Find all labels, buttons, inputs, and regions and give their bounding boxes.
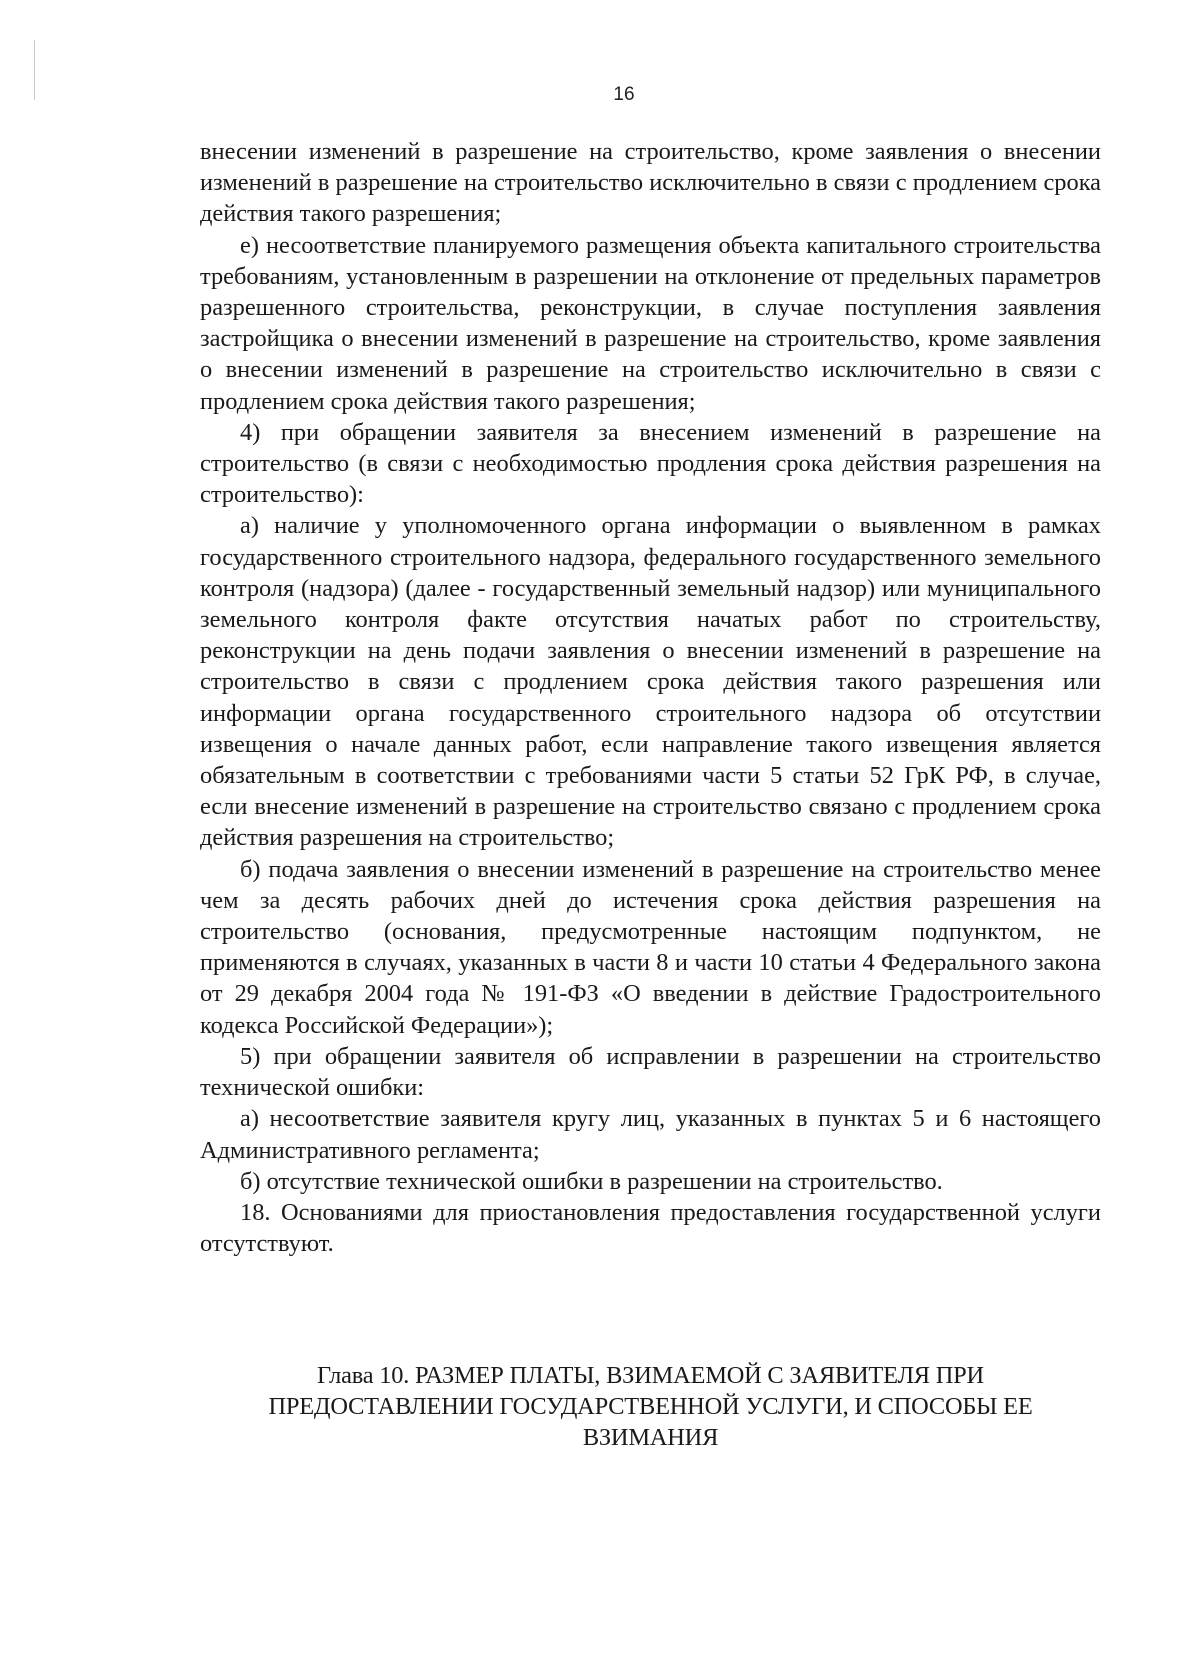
chapter-title-line: ПРЕДОСТАВЛЕНИИ ГОСУДАРСТВЕННОЙ УСЛУГИ, И СПОСОБЫ ЕЕ (268, 1393, 1033, 1420)
paragraph-item-4b: б) подача заявления о внесении изменений в разрешение на строительство менее чем за десять рабочих дней до истечения срока действия разрешения на строительство (основания, предусмотренные настоящим подпунктом, не применяются в случаях, указанных в части 8 и части 10 статьи 4 Федерального закона от 29 декабря 2004 года № 191-ФЗ «О введении в действие Градостроительного кодекса Российской Федерации»); (200, 855, 1101, 1039)
chapter-title-line: ВЗИМАНИЯ (582, 1424, 719, 1451)
page-number: 16 (613, 84, 635, 105)
paragraph-item-18: 18. Основаниями для приостановления предоставления государственной услуги отсутствуют. (200, 1198, 1101, 1258)
paragraph-item-5b: б) отсутствие технической ошибки в разрешении на строительство. (240, 1167, 943, 1195)
paragraph-item-e: е) несоответствие планируемого размещения объекта капитального строительства требованиям, установленным в разрешении на отклонение от предельных параметров разрешенного строительства, реконструкции, в случае поступления заявления застройщика о внесении изменений в разрешение на строительство, кроме заявления о внесении изменений в разрешение на строительство исключительно в связи с продлением срока действия такого разрешения; (200, 231, 1101, 415)
document-body (200, 136, 1101, 1259)
chapter-title (200, 1360, 1101, 1453)
paragraph-item-4: 4) при обращении заявителя за внесением изменений в разрешение на строительство (в связи с необходимостью продления срока действия разрешения на строительство): (200, 418, 1101, 509)
chapter-title-line: Глава 10. РАЗМЕР ПЛАТЫ, ВЗИМАЕМОЙ С ЗАЯВИТЕЛЯ ПРИ (317, 1362, 984, 1389)
paragraph-item-5: 5) при обращении заявителя об исправлении в разрешении на строительство технической ошибки: (200, 1042, 1101, 1102)
paragraph-item-4a: а) наличие у уполномоченного органа информации о выявленном в рамках государственного строительного надзора, федерального государственного земельного контроля (надзора) (далее - государственный земельный надзор) или муниципального земельного контроля факте отсутствия начатых работ по строительству, реконструкции на день подачи заявления о внесении изменений в разрешение на строительство в связи с продлением срока действия такого разрешения или информации органа государственного строительного надзора об отсутствии извещения о начале данных работ, если направление такого извещения является обязательным в соответствии с требованиями части 5 статьи 52 ГрК РФ, в случае, если внесение изменений в разрешение на строительство связано с продлением срока действия разрешения на строительство; (200, 512, 1101, 852)
paragraph-item-5a: а) несоответствие заявителя кругу лиц, указанных в пунктах 5 и 6 настоящего Административного регламента; (200, 1105, 1101, 1164)
paragraph-continuation: внесении изменений в разрешение на строительство, кроме заявления о внесении изменений в разрешение на строительство исключительно в связи с продлением срока действия такого разрешения; (200, 138, 1101, 228)
